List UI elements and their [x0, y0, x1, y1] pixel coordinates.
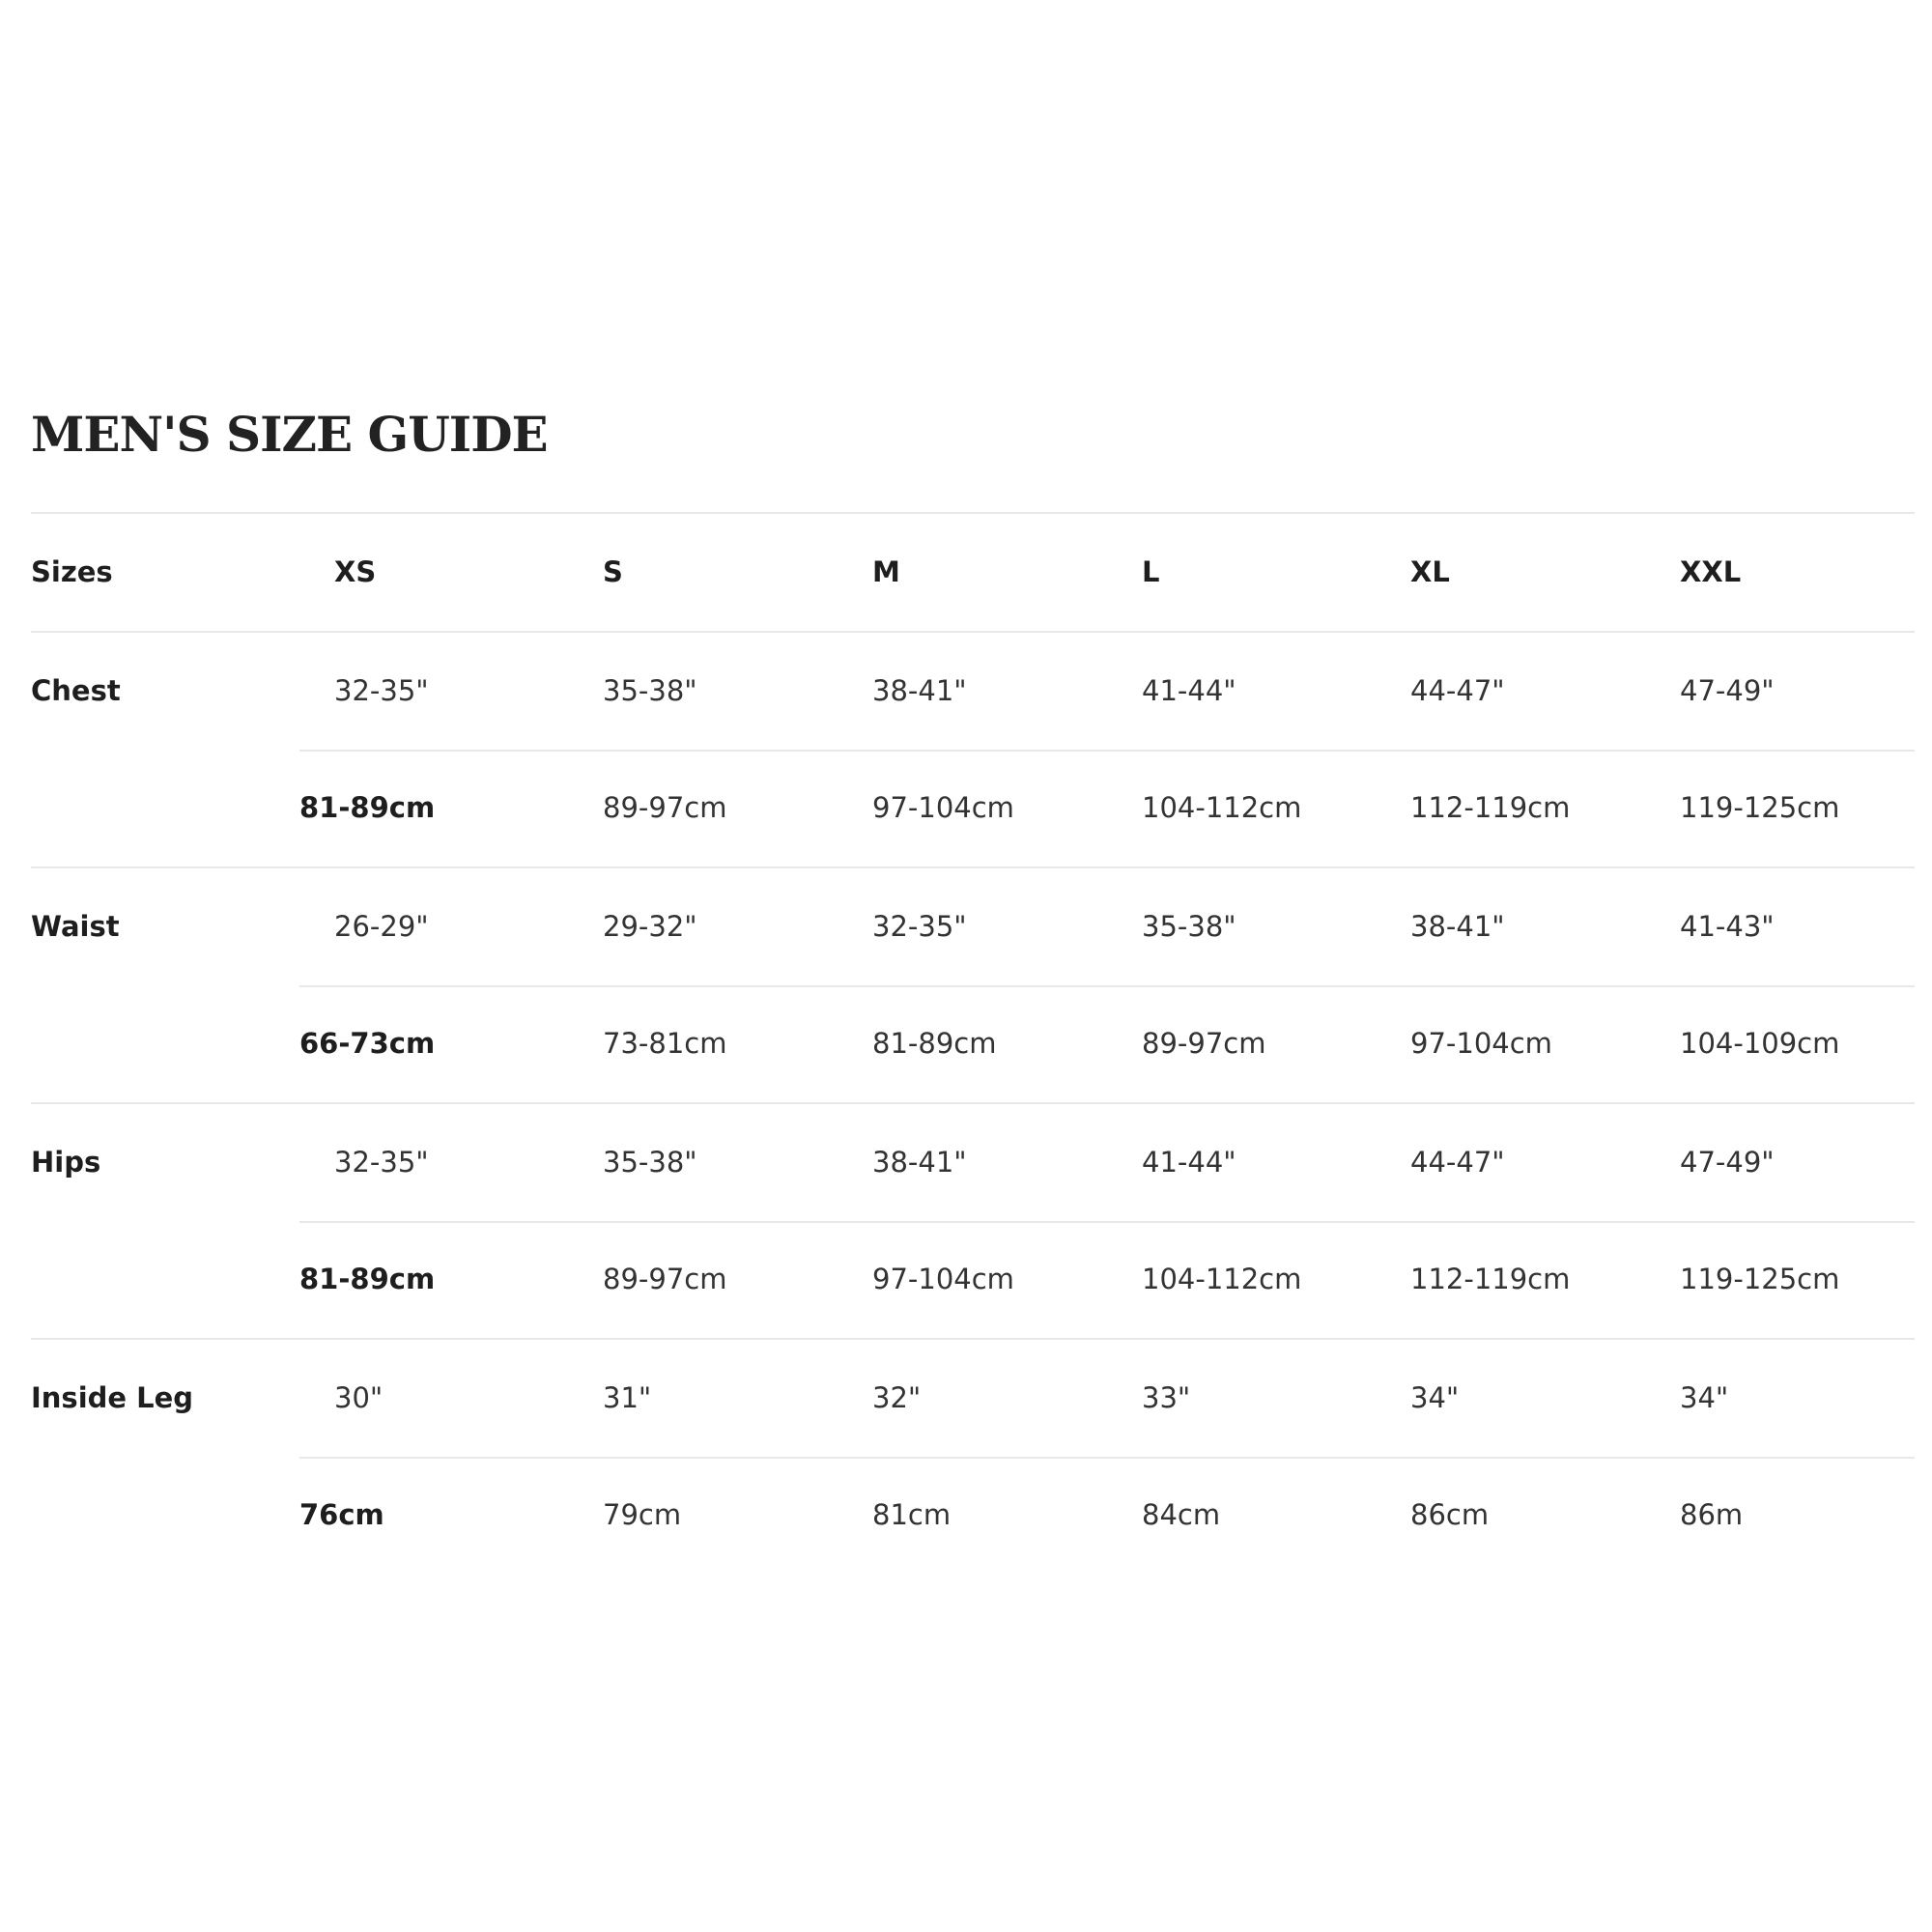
row-label-inside-leg: Inside Leg: [31, 1381, 194, 1414]
table-cell: 84cm: [1142, 1498, 1221, 1531]
table-cell: 35-38": [1142, 910, 1236, 943]
table-cell: 66-73cm: [299, 1027, 436, 1060]
size-header-xs: XS: [334, 555, 377, 588]
table-cell: 73-81cm: [603, 1027, 727, 1060]
table-cell: 38-41": [1410, 910, 1505, 943]
table-cell: 104-112cm: [1142, 791, 1302, 824]
table-cell: 30": [334, 1381, 384, 1414]
table-cell: 104-112cm: [1142, 1263, 1302, 1295]
waist-inches-row: [31, 867, 1915, 985]
table-cell: 86m: [1680, 1498, 1744, 1531]
table-cell: 35-38": [603, 1146, 697, 1179]
table-cell: 26-29": [334, 910, 429, 943]
table-cell: 79cm: [603, 1498, 682, 1531]
table-cell: 29-32": [603, 910, 697, 943]
hips-cm-row: [31, 1221, 1915, 1338]
table-header-row: [31, 512, 1915, 631]
table-cell: 31": [603, 1381, 652, 1414]
size-table: [31, 512, 1915, 1574]
table-cell: 86cm: [1410, 1498, 1490, 1531]
table-cell: 32-35": [334, 1146, 429, 1179]
table-cell: 81-89cm: [299, 1263, 436, 1295]
table-cell: 38-41": [872, 1146, 967, 1179]
table-cell: 44-47": [1410, 674, 1505, 707]
table-cell: 81-89cm: [299, 791, 436, 824]
table-cell: 89-97cm: [1142, 1027, 1266, 1060]
table-cell: 104-109cm: [1680, 1027, 1840, 1060]
row-label-waist: Waist: [31, 910, 120, 943]
table-cell: 44-47": [1410, 1146, 1505, 1179]
table-cell: 35-38": [603, 674, 697, 707]
table-cell: 119-125cm: [1680, 791, 1840, 824]
table-cell: 33": [1142, 1381, 1191, 1414]
size-header-xl: XL: [1410, 555, 1450, 588]
table-cell: 97-104cm: [1410, 1027, 1552, 1060]
table-cell: 97-104cm: [872, 791, 1014, 824]
table-cell: 34": [1680, 1381, 1729, 1414]
table-cell: 76cm: [299, 1498, 384, 1531]
size-header-xxl: XXL: [1680, 555, 1742, 588]
table-cell: 81-89cm: [872, 1027, 997, 1060]
header-label: Sizes: [31, 555, 113, 588]
hips-inches-row: [31, 1102, 1915, 1221]
table-cell: 89-97cm: [603, 1263, 727, 1295]
table-cell: 112-119cm: [1410, 1263, 1571, 1295]
table-cell: 38-41": [872, 674, 967, 707]
table-cell: 32-35": [872, 910, 967, 943]
table-cell: 119-125cm: [1680, 1263, 1840, 1295]
inside-leg-cm-row: [31, 1457, 1915, 1574]
table-cell: 41-43": [1680, 910, 1775, 943]
waist-cm-row: [31, 985, 1915, 1102]
row-label-chest: Chest: [31, 674, 121, 707]
table-cell: 32": [872, 1381, 922, 1414]
table-cell: 34": [1410, 1381, 1460, 1414]
size-header-l: L: [1142, 555, 1160, 588]
size-header-m: M: [872, 555, 900, 588]
table-cell: 89-97cm: [603, 791, 727, 824]
table-cell: 112-119cm: [1410, 791, 1571, 824]
table-cell: 47-49": [1680, 1146, 1775, 1179]
row-label-hips: Hips: [31, 1146, 101, 1179]
table-cell: 32-35": [334, 674, 429, 707]
chest-inches-row: [31, 631, 1915, 750]
table-cell: 41-44": [1142, 1146, 1236, 1179]
size-header-s: S: [603, 555, 623, 588]
table-cell: 81cm: [872, 1498, 952, 1531]
table-cell: 47-49": [1680, 674, 1775, 707]
page-title: MEN'S SIZE GUIDE: [31, 406, 548, 463]
table-cell: 97-104cm: [872, 1263, 1014, 1295]
inside-leg-inches-row: [31, 1338, 1915, 1457]
table-cell: 41-44": [1142, 674, 1236, 707]
chest-cm-row: [31, 750, 1915, 867]
